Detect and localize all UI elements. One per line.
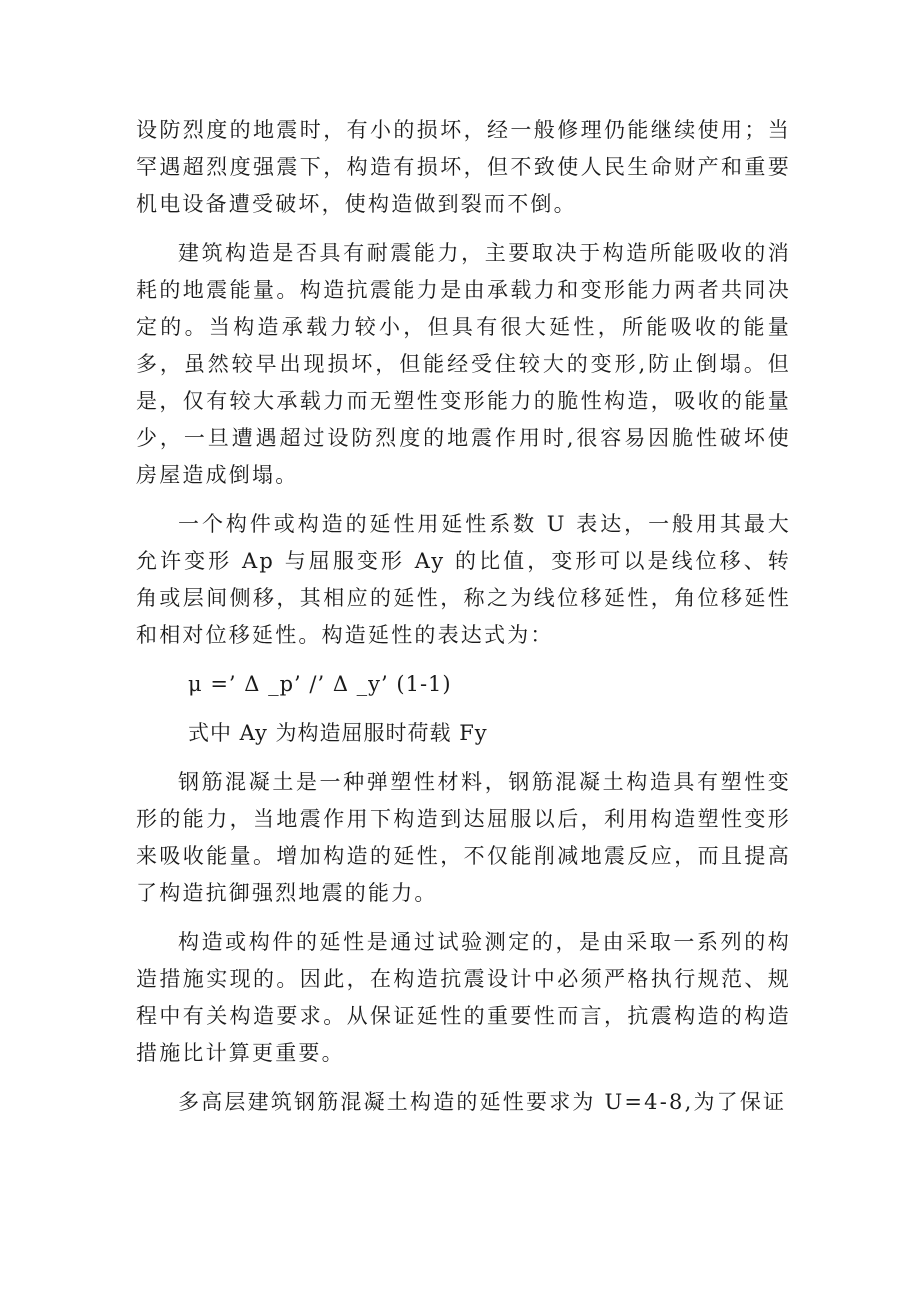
paragraph: 钢筋混凝土是一种弹塑性材料，钢筋混凝土构造具有塑性变形的能力，当地震作用下构造到达屈服以后，利用构造塑性变形来吸收能量。增加构造的延性，不仅能削减地震反应，而且提高了构造抗御强烈地震的能力。 (136, 770, 791, 905)
paragraph: 构造或构件的延性是通过试验测定的，是由采取一系列的构造措施实现的。因此，在构造抗震设计中必须严格执行规范、规程中有关构造要求。从保证延性的重要性而言，抗震构造的构造措施比计算更重要。 (136, 930, 791, 1065)
document-body (136, 112, 791, 1133)
formula-note: 式中 Ay 为构造屈服时荷载 Fy (188, 721, 488, 745)
paragraph: 建筑构造是否具有耐震能力，主要取决于构造所能吸收的消耗的地震能量。构造抗震能力是由承载力和变形能力两者共同决定的。当构造承载力较小，但具有很大延性，所能吸收的能量多，虽然较早出现损坏，但能经受住较大的变形,防止倒塌。但是，仅有较大承载力而无塑性变形能力的脆性构造，吸收的能量少，一旦遭遇超过设防烈度的地震作用时,很容易因脆性破坏使房屋造成倒塌。 (136, 241, 791, 487)
paragraph: 多高层建筑钢筋混凝土构造的延性要求为 U=4-8,为了保证 (178, 1090, 787, 1114)
paragraph: 一个构件或构造的延性用延性系数 U 表达，一般用其最大允许变形 Ap 与屈服变形 Ay 的比值，变形可以是线位移、转角或层间侧移，其相应的延性，称之为线位移延性，角位移延性和相对位移延性。构造延性的表达式为： (136, 512, 791, 647)
paragraph: 设防烈度的地震时，有小的损坏，经一般修理仍能继续使用；当罕遇超烈度强震下，构造有损坏，但不致使人民生命财产和重要机电设备遭受破坏，使构造做到裂而不倒。 (136, 118, 791, 216)
ductility-formula: μ =’ Δ _p’ /’ Δ _y’ (1-1) (188, 672, 452, 696)
